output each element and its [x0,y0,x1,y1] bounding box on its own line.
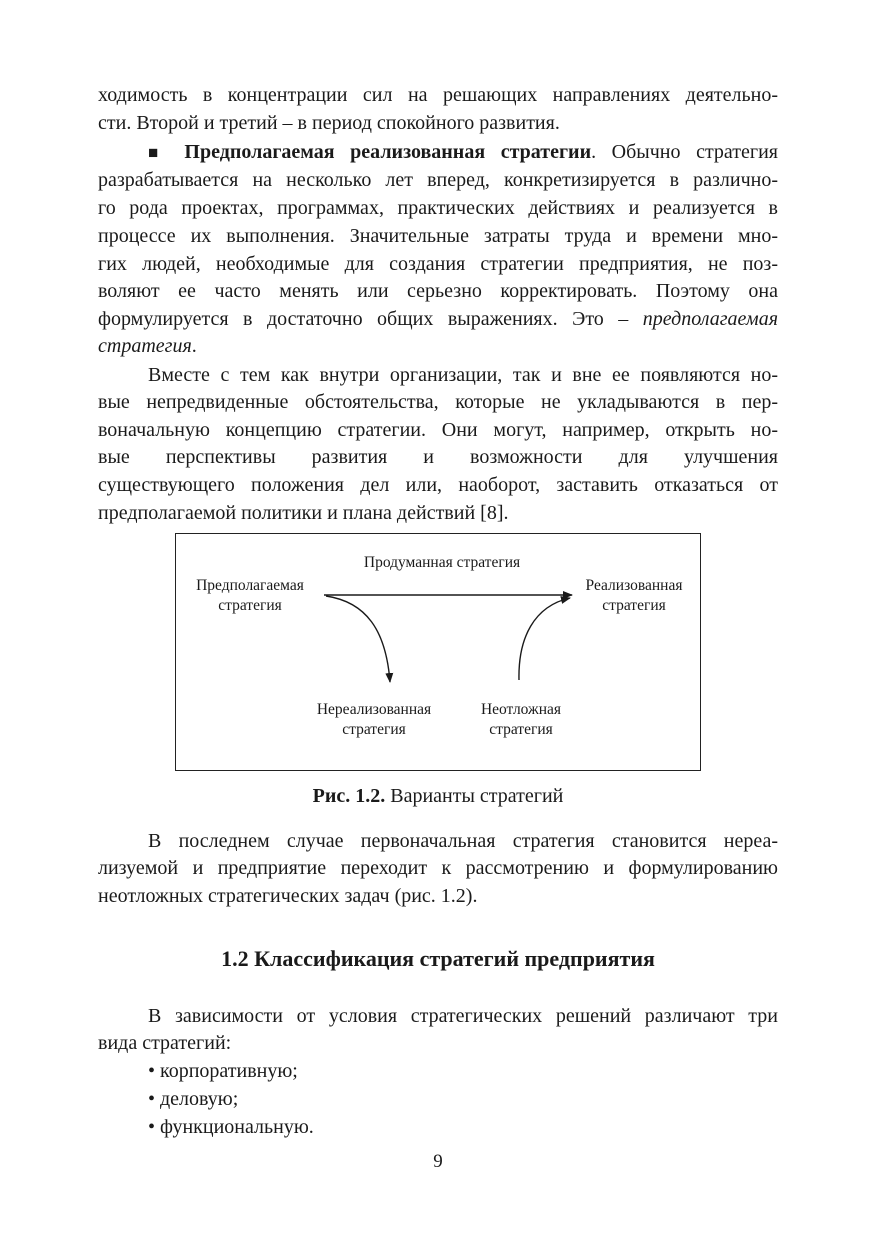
text-line: вые перспективы развития и возможности для улучшения [98,446,778,468]
paragraph-lead-line [148,139,778,166]
text-line: го рода проектах, программах, практических действиях и реализуется в [98,197,778,219]
square-bullet-icon: ■ [148,143,169,162]
strategy-variants-diagram [175,533,701,771]
text-line: предполагаемой политики и плана действий [8]. [98,502,509,524]
text-fragment: . [191,335,197,357]
italic-term: стратегия [98,335,192,357]
text-line: неотложных стратегических задач (рис. 1.2). [98,885,478,907]
label-line: стратегия [489,721,553,738]
text-line: Вместе с тем как внутри организации, так и вне ее появляются но- [148,364,778,386]
list-item: • функциональную. [148,1116,314,1138]
label-line: стратегия [218,597,282,614]
unrealized-strategy-label [304,700,444,740]
text-line: В последнем случае первоначальная стратегия становится нереа- [148,830,778,852]
text-line: разрабатывается на несколько лет вперед, конкретизируется в различно- [98,169,778,191]
text-line: лизуемой и предприятие переходит к рассмотрению и формулированию [98,857,778,879]
text-line: В зависимости от условия стратегических решений различают три [148,1005,778,1027]
text-line: существующего положения дел или, наоборот, заставить отказаться от [98,474,778,496]
figure-caption [98,783,778,810]
caption-text: Варианты стратегий [385,785,564,807]
list-item: • корпоративную; [148,1060,298,1082]
label-line: Предполагаемая [196,577,304,594]
text-line: воначальную концепцию стратегии. Они могут, например, открыть но- [98,419,778,441]
text-line: вида стратегий: [98,1032,232,1054]
text-line: процессе их выполнения. Значительные затраты труда и времени мно- [98,225,778,247]
label-line: Реализованная [585,577,683,594]
text-fragment: формулируется в достаточно общих выражениях. Это – [98,308,643,330]
text-line: гих людей, необходимые для создания стратегии предприятия, не поз- [98,253,778,275]
emergent-strategy-label [464,700,578,740]
deliberate-strategy-label: Продуманная стратегия [363,554,521,571]
italic-term: предполагаемая [642,308,778,330]
page-number: 9 [433,1151,443,1172]
text-fragment: . Обычно стратегия [591,141,779,163]
intended-strategy-label [178,576,322,616]
text-line [98,333,778,360]
list-item: • деловую; [148,1088,239,1110]
text-line: ходимость в концентрации сил на решающих направлениях деятельно- [98,84,778,106]
caption-label: Рис. 1.2. [312,785,386,807]
label-line: стратегия [342,721,406,738]
text-line: воляют ее часто менять или серьезно корректировать. Поэтому она [98,280,778,302]
text-line [98,306,778,333]
realized-strategy-label [569,576,699,616]
text-line: сти. Второй и третий – в период спокойного развития. [98,112,560,134]
unrealized-strategy-arrow [326,596,390,682]
text-line: вые непредвиденные обстоятельства, которые не укладываются в пер- [98,391,778,413]
emergent-strategy-arrow [519,598,570,680]
label-line: Неотложная [480,701,562,718]
section-heading: 1.2 Классификация стратегий предприятия [221,946,655,971]
label-line: Нереализованная [316,701,432,718]
bold-term: Предполагаемая реализованная стратегии [184,141,592,163]
label-line: стратегия [602,597,666,614]
